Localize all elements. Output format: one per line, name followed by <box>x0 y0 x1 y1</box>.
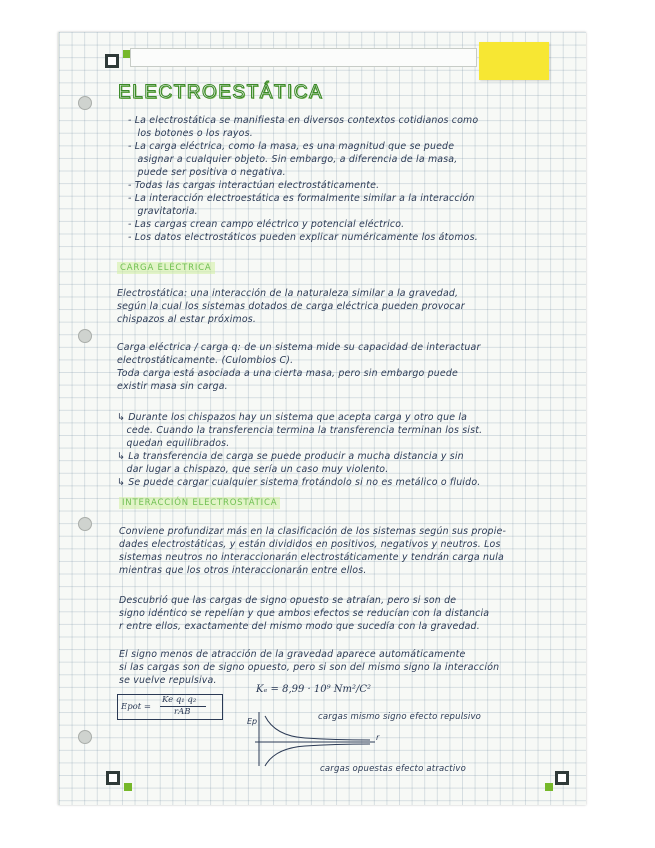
header-field <box>130 48 477 67</box>
corner-marker-icon <box>105 54 119 68</box>
section-heading-carga: CARGA ELÉCTRICA <box>117 262 215 274</box>
x-axis-label: r <box>376 733 380 742</box>
y-axis-label: Ep <box>247 717 258 726</box>
formula-numerator: Ke q₁ q₂ <box>162 695 197 705</box>
formula-box <box>117 694 223 720</box>
list-item: - Las cargas crean campo eléctrico y potencial eléctrico. <box>128 219 405 230</box>
formula-lhs: Epot = <box>121 702 152 712</box>
list-item: - Todas las cargas interactúan electrostáticamente. <box>128 180 380 191</box>
paragraph-classification: Conviene profundizar más en la clasificación de los sistemas según sus propie- dades electrostáticas, y están divididos en positivos, negativos y neutros. Los sistemas neutros no interaccionarán electrostáticamente y tendrán carga nula mientras que los otros interaccionarán entre ellos. <box>119 526 507 576</box>
binder-hole <box>78 329 92 343</box>
green-square-icon <box>124 783 132 791</box>
graph-caption-lower: cargas opuestas efecto atractivo <box>320 764 467 774</box>
bullet-list <box>128 114 478 244</box>
corner-marker-icon <box>555 771 569 785</box>
page-title: ELECTROESTÁTICA <box>118 82 324 103</box>
paragraph-sign: El signo menos de atracción de la gravedad aparece automáticamente si las cargas son de signo opuesto, pero si son del mismo signo la interacción se vuelve repulsiva. <box>119 649 500 686</box>
list-item: - La interacción electroestática es formalmente similar a la interacción gravitatoria. <box>128 193 475 217</box>
paragraph-charge: Carga eléctrica / carga q: de un sistema mide su capacidad de interactuar electrostáticamente. (Culombios C). Toda carga está asociada a una cierta masa, pero sin embargo puede existir masa sin carga. <box>117 342 481 392</box>
graph-caption-upper: cargas mismo signo efecto repulsivo <box>318 712 482 722</box>
sticky-note <box>479 42 549 80</box>
list-item: - La carga eléctrica, como la masa, es una magnitud que se puede asignar a cualquier objeto. Sin embargo, a diferencia de la masa, puede ser positiva o negativa. <box>128 141 458 178</box>
paragraph-definition: Electrostática: una interacción de la naturaleza similar a la gravedad, según la cual los sistemas dotados de carga eléctrica pueden provocar chispazos al estar próximos. <box>117 288 465 325</box>
paragraph-transfer: ↳ Durante los chispazos hay un sistema que acepta carga y otro que la cede. Cuando la transferencia termina la transferencia terminan los sist. quedan equilibrados. ↳ La transferencia de carga se puede producir a mucha distancia y sin dar lugar a chispazo, que sería un caso muy violento. ↳ Se puede cargar cualquier sistema frotándolo si no es metálico o fluido. <box>117 412 483 488</box>
formula-denominator: rAB <box>174 707 191 717</box>
binder-hole <box>78 730 92 744</box>
binder-hole <box>78 96 92 110</box>
green-square-icon <box>545 783 553 791</box>
binder-hole <box>78 517 92 531</box>
section-heading-interaccion: INTERACCIÓN ELECTROSTÁTICA <box>119 497 280 509</box>
paragraph-coulomb: Descubrió que las cargas de signo opuesto se atraían, pero si son de signo idéntico se repelían y que ambos efectos se reducían con la distancia r entre ellos, exactamente del mismo modo que sucedía con la gravedad. <box>119 595 490 632</box>
list-item: - La electrostática se manifiesta en diversos contextos cotidianos como los botones o los rayos. <box>128 115 479 139</box>
coulomb-constant: Kₑ = 8,99 · 10⁹ Nm²/C² <box>256 684 372 695</box>
list-item: - Los datos electrostáticos pueden explicar numéricamente los átomos. <box>128 232 478 243</box>
corner-marker-icon <box>106 771 120 785</box>
